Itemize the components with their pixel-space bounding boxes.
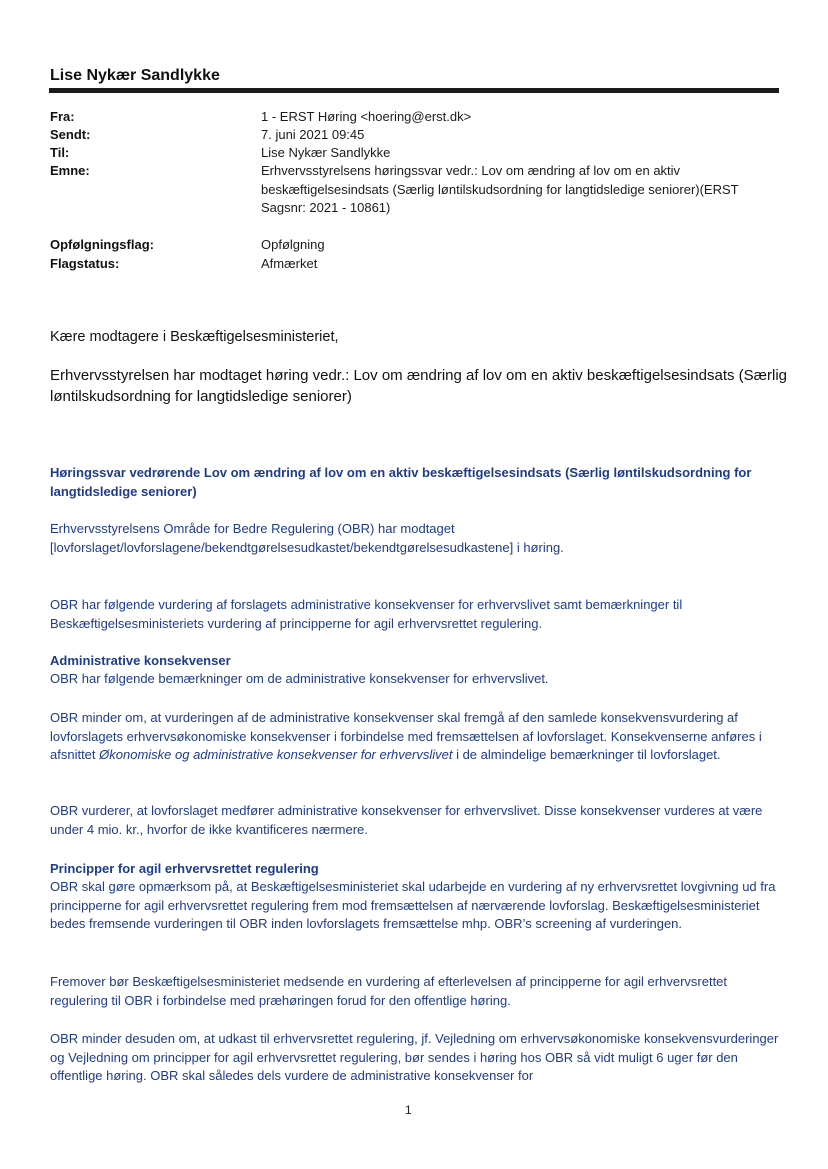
paragraph-obr-received: Erhvervsstyrelsens Område for Bedre Regulering (OBR) har modtaget [lovforslaget/lovforslagene/bekendtgørelsesudkastet/bekendtgørelsesudkastene] i høring.	[50, 521, 564, 555]
sent-value: 7. juni 2021 09:45	[261, 127, 365, 142]
subheading-administrative: Administrative konsekvenser	[50, 653, 231, 668]
paragraph-future-assessment: Fremover bør Beskæftigelsesministeriet medsende en vurdering af efterlevelsen af principperne for agil erhvervsrettet regulering til OBR i forbindelse med præhøringen forud for den offentlige høring.	[50, 974, 728, 1008]
subject-value: Erhvervsstyrelsens høringssvar vedr.: Lov om ændring af lov om en aktiv beskæftigelsesindsats (Særlig løntilskudsordning for langtidsledige seniorer)(ERST Sagsnr: 2021 - 10861)	[261, 163, 739, 215]
followup-flag-label: Opfølgningsflag:	[50, 237, 154, 252]
flag-status-label: Flagstatus:	[50, 256, 120, 271]
paragraph-admin-reminder-text-a: OBR minder om, at vurderingen af de administrative konsekvenser skal fremgå af den samlede konsekvensvurdering af lovforslagets erhvervsøkonomiske konsekvenser i forbindelse med fremsættelsen af lovforslaget. Konsekvenserne anføres i afsnittet	[50, 710, 762, 762]
paragraph-admin-assessment: OBR vurderer, at lovforslaget medfører administrative konsekvenser for erhvervslivet. Disse konsekvenser vurderes at være under 4 mio. kr., hvorfor de ikke kvantificeres nærmere.	[50, 803, 763, 837]
sent-label: Sendt:	[50, 127, 91, 142]
subject-label: Emne:	[50, 163, 90, 178]
section-title-italic: Økonomiske og administrative konsekvenser for erhvervslivet	[99, 747, 453, 762]
sender-name: Lise Nykær Sandlykke	[50, 67, 220, 84]
salutation: Kære modtagere i Beskæftigelsesministeriet,	[50, 329, 339, 345]
paragraph-agile-assessment: OBR skal gøre opmærksom på, at Beskæftigelsesministeriet skal udarbejde en vurdering af ny erhvervsrettet lovgivning ud fra principperne for agil erhvervsrettet regulering frem mod fremsættelsen af nærværende lovforslag. Beskæftigelsesministeriet bedes fremsende vurderingen til OBR inden lovforslagets fremsættelse mhp. OBR’s screening af vurderingen.	[50, 879, 776, 931]
intro-paragraph: Erhvervsstyrelsen har modtaget høring vedr.: Lov om ændring af lov om en aktiv beskæftigelsesindsats (Særlig løntilskudsordning for langtidsledige seniorer)	[50, 367, 787, 405]
from-value: 1 - ERST Høring <hoering@erst.dk>	[261, 109, 472, 124]
paragraph-admin-reminder-text-b: i de almindelige bemærkninger til lovforslaget.	[452, 747, 721, 762]
followup-flag-value: Opfølgning	[261, 237, 325, 252]
page-number: 1	[405, 1103, 412, 1117]
paragraph-obr-assessment: OBR har følgende vurdering af forslagets administrative konsekvenser for erhvervslivet samt bemærkninger til Beskæftigelsesministeriets vurdering af principperne for agil erhvervsrettet regulering.	[50, 597, 683, 631]
from-label: Fra:	[50, 109, 75, 124]
response-heading: Høringssvar vedrørende Lov om ændring af lov om en aktiv beskæftigelsesindsats (Særlig løntilskudsordning for langtidsledige seniorer)	[50, 465, 752, 499]
to-value: Lise Nykær Sandlykke	[261, 145, 391, 160]
paragraph-admin-reminder	[50, 709, 785, 765]
header-divider	[49, 88, 779, 93]
paragraph-admin-remarks: OBR har følgende bemærkninger om de administrative konsekvenser for erhvervslivet.	[50, 671, 549, 686]
flag-status-value: Afmærket	[261, 256, 318, 271]
paragraph-obr-reminder: OBR minder desuden om, at udkast til erhvervsrettet regulering, jf. Vejledning om erhvervsøkonomiske konsekvensvurderinger og Vejledning om principper for agil erhvervsrettet regulering, bør sendes i høring hos OBR så vidt muligt 6 uger før den offentlige høring. OBR skal således dels vurdere de administrative konsekvenser for	[50, 1031, 779, 1083]
to-label: Til:	[50, 145, 70, 160]
subheading-agile-principles: Principper for agil erhvervsrettet regulering	[50, 861, 319, 876]
